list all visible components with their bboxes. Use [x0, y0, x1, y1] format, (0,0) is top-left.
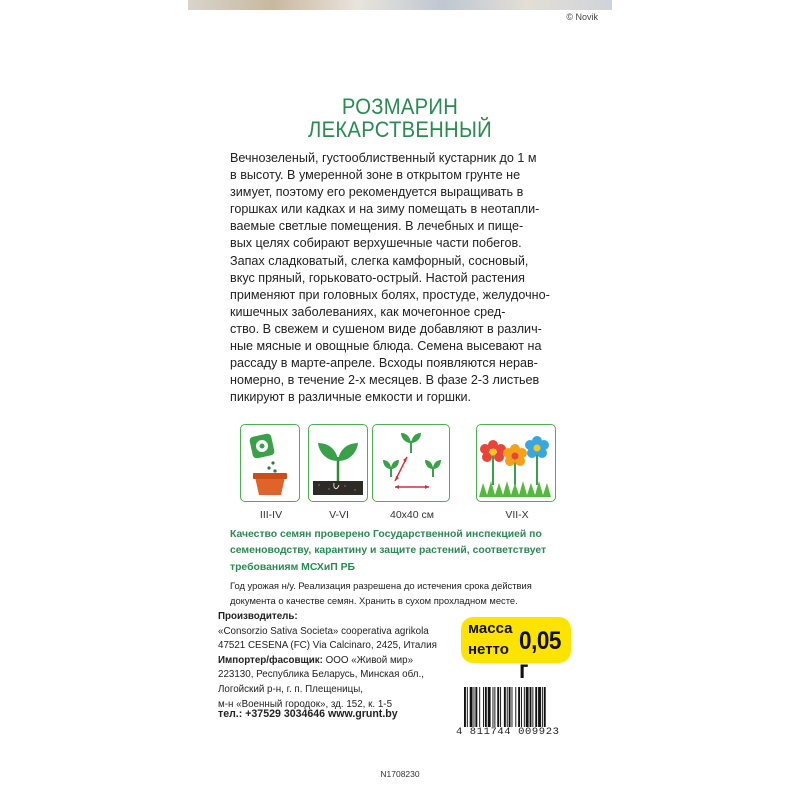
- description-line: номерно, в течение 2-х месяцев. В фазе 2-3 листьев: [230, 373, 540, 388]
- seedling-soil-icon: [308, 424, 368, 502]
- icon-card-planting-scheme: [372, 424, 452, 521]
- barcode-bar: [538, 687, 541, 727]
- barcode-bar: [530, 687, 532, 727]
- description-line: кишечных заболеваниях, как мочегонное сред-: [230, 304, 506, 319]
- barcode-bar: [507, 687, 508, 727]
- barcode-bar: [464, 687, 466, 727]
- barcode-bar: [488, 687, 491, 727]
- barcode-bar: [479, 687, 480, 727]
- description-line: пикируют в различные емкости и горшки.: [230, 390, 472, 405]
- importer-label: Импортер/фасовщик:: [218, 654, 323, 666]
- barcode-bar: [494, 687, 495, 727]
- sowing-pot-icon: [240, 424, 300, 502]
- description-line: ные мясные и овощные блюда. Семена высевают на: [230, 339, 542, 354]
- barcode-bar: [470, 687, 473, 727]
- seed-packet-back: [188, 10, 612, 800]
- barcode-bar: [493, 687, 494, 727]
- net-mass-badge: [461, 617, 571, 684]
- copyright-note: © Novik: [566, 12, 598, 22]
- icon-caption-sowing: III-IV: [259, 509, 283, 521]
- barcode-bar: [509, 687, 511, 727]
- growing-calendar-icons: [240, 424, 558, 534]
- packet-front-image-strip: [188, 0, 612, 10]
- importer-address-line: Логойский р-н, г. п. Плещеницы,: [218, 683, 364, 695]
- description-line: вкус пряный, горьковато-острый. Настой растения: [230, 270, 525, 285]
- harvest-storage-note: [230, 578, 600, 609]
- barcode-bar: [485, 687, 487, 727]
- harvest-line: документа о качестве семян. Хранить в сухом прохладном месте.: [230, 595, 518, 607]
- planting-scheme-icon: [372, 424, 450, 502]
- mass-value: 0,05 г: [519, 627, 562, 684]
- barcode-bar: [467, 687, 468, 727]
- quality-line: требованиям МСХиП РБ: [230, 561, 356, 573]
- barcode-bar: [532, 687, 533, 727]
- description-line: ваемые светлые помещения. В лечебных и пище-: [230, 219, 524, 234]
- barcode-bar: [526, 687, 529, 727]
- barcode-bar: [515, 687, 516, 727]
- description-line: Запах сладковатый, слегка камфорный, сосновый,: [230, 253, 529, 268]
- importer-address-line: 223130, Республика Беларусь, Минская обл.,: [218, 669, 424, 681]
- description-line: применяют при головных болях, простуде, желудочно-: [230, 287, 550, 302]
- plant-description: [230, 150, 578, 406]
- icon-caption-flowering: VII-X: [505, 509, 529, 521]
- description-line: Вечнозеленый, густооблиственный кустарник до 1 м: [230, 151, 537, 165]
- icon-card-sowing: [240, 424, 302, 521]
- producer-line: «Consorzio Sativa Societa» cooperativa agrikola: [218, 625, 429, 637]
- barcode-bar: [475, 687, 477, 727]
- barcode-bar: [474, 687, 475, 727]
- barcode-bar: [512, 687, 513, 727]
- barcode-bar: [504, 687, 506, 727]
- description-line: зимует, поэтому его рекомендуется выращивать в: [230, 185, 524, 200]
- barcode-bar: [544, 687, 546, 727]
- icon-caption-planting-scheme: 40x40 см: [390, 509, 434, 521]
- barcode-bar: [521, 687, 522, 727]
- producer-line: 47521 CESENA (FC) Via Calcinaro, 2425, Италия: [218, 640, 437, 652]
- barcode: [456, 684, 576, 732]
- product-title-line2: ЛЕКАРСТВЕННЫЙ: [308, 117, 492, 142]
- barcode-digits: 4 811744 009923: [456, 726, 560, 738]
- description-line: ство. В свежем и сушеном виде добавляют в различ-: [230, 321, 542, 336]
- barcode-bar: [524, 687, 525, 727]
- importer-address-line: м-н «Военный городок», зд. 152, к. 1-5: [218, 698, 393, 710]
- barcode-bar: [497, 687, 499, 727]
- description-line: в высоту. В умеренной зоне в открытом грунте не: [230, 168, 521, 183]
- barcode-bar: [518, 687, 520, 727]
- icon-caption-seedling: V-VI: [329, 509, 349, 521]
- batch-number: N1708230: [380, 769, 420, 779]
- mass-label: масса: [468, 620, 513, 637]
- barcode-bar: [535, 687, 537, 727]
- barcode-bar: [542, 687, 543, 727]
- producer-label: Производитель:: [218, 611, 298, 622]
- harvest-line: Год урожая н/у. Реализация разрешена до истечения срока действия: [230, 580, 532, 591]
- product-title-line1: РОЗМАРИН: [341, 94, 459, 119]
- net-label: нетто: [468, 641, 509, 658]
- contact-line: тел.: +37529 3034646 www.grunt.by: [218, 708, 398, 720]
- description-line: рассаду в марте-апреле. Всходы появляются нерав-: [230, 356, 538, 371]
- quality-line: Качество семян проверено Государственной инспекцией по: [230, 529, 542, 540]
- producer-importer-info: [218, 610, 478, 712]
- icon-card-seedling: [308, 424, 370, 521]
- description-line: вых целях собирают верхушечные части побегов.: [230, 236, 522, 251]
- quality-line: семеноводству, карантину и защите растений, соответствует: [230, 545, 547, 557]
- icon-card-flowering: [476, 424, 558, 521]
- barcode-bar: [483, 687, 484, 727]
- importer-name: ООО «Живой мир»: [322, 654, 414, 666]
- quality-certification-text: [230, 527, 590, 576]
- importer-line: [218, 654, 478, 669]
- description-line: горшках или кадках и на зиму помещать в неотапли-: [230, 202, 540, 217]
- barcode-bar: [500, 687, 501, 727]
- flowers-icon: [476, 424, 556, 502]
